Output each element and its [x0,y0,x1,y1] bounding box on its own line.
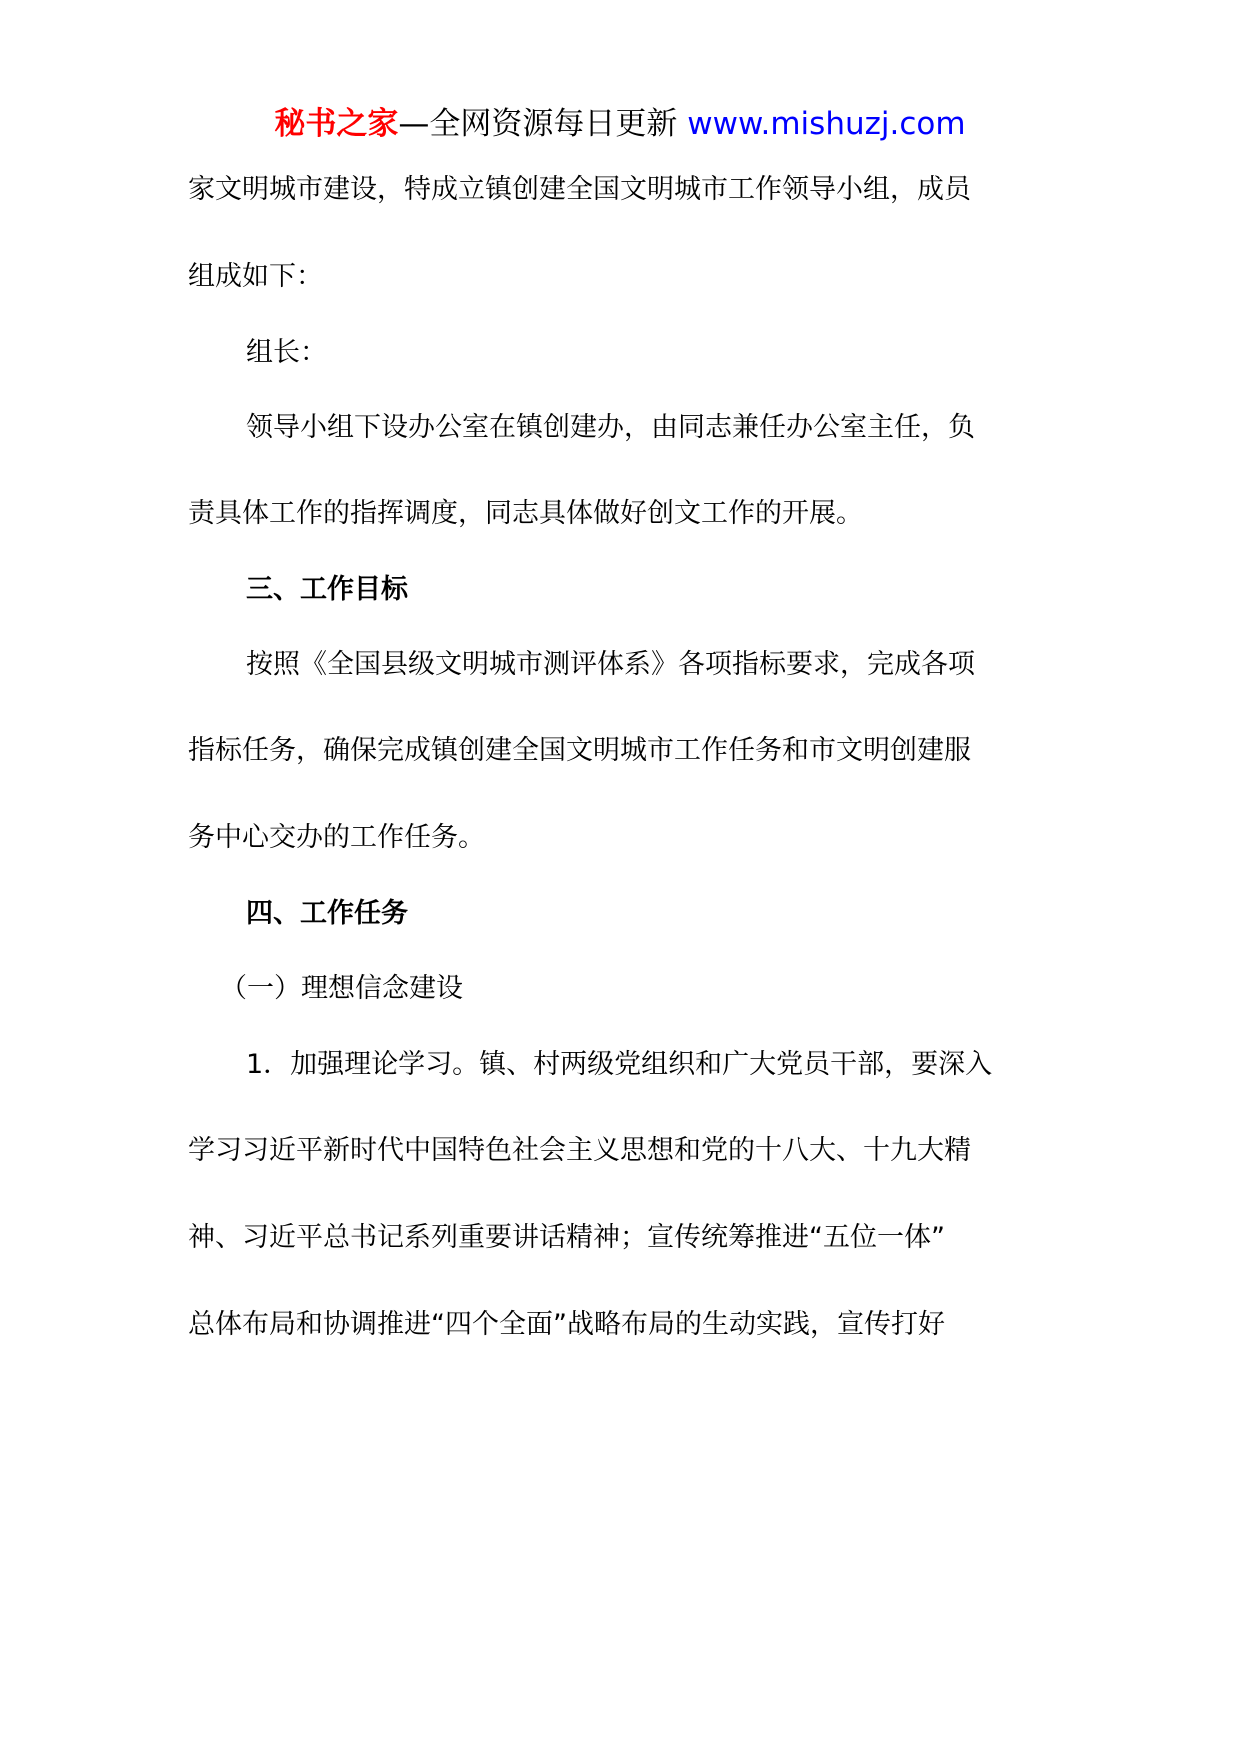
paragraph-line: 指标任务，确保完成镇创建全国文明城市工作任务和市文明创建服 [188,735,971,766]
paragraph-line: 神、习近平总书记系列重要讲话精神；宣传统筹推进“五位一体” [188,1222,945,1253]
paragraph-line: 总体布局和协调推进“四个全面”战略布局的生动实践，宣传打好 [188,1309,945,1340]
paragraph-line: 按照《全国县级文明城市测评体系》各项指标要求，完成各项 [246,649,975,680]
header-slogan: —全网资源每日更新 [398,106,688,142]
page-header [0,102,1240,146]
paragraph-line: 组成如下： [188,261,323,292]
paragraph-line: 学习习近平新时代中国特色社会主义思想和党的十八大、十九大精 [188,1135,971,1166]
paragraph-line: 1．加强理论学习。镇、村两级党组织和广大党员干部，要深入 [246,1049,993,1080]
subsection-heading: （一）理想信念建设 [220,973,463,1004]
paragraph-line: 领导小组下设办公室在镇创建办，由同志兼任办公室主任，负 [246,412,975,443]
paragraph-line: 责具体工作的指挥调度，同志具体做好创文工作的开展。 [188,498,863,529]
paragraph-line: 组长： [246,337,327,368]
paragraph-line: 务中心交办的工作任务。 [188,822,485,853]
paragraph-line: 家文明城市建设，特成立镇创建全国文明城市工作领导小组，成员 [188,174,971,205]
brand-name: 秘书之家 [274,106,399,142]
section-heading: 四、工作任务 [246,898,408,929]
section-heading: 三、工作目标 [246,574,408,605]
site-url-link[interactable]: www.mishuzj.com [687,106,966,142]
